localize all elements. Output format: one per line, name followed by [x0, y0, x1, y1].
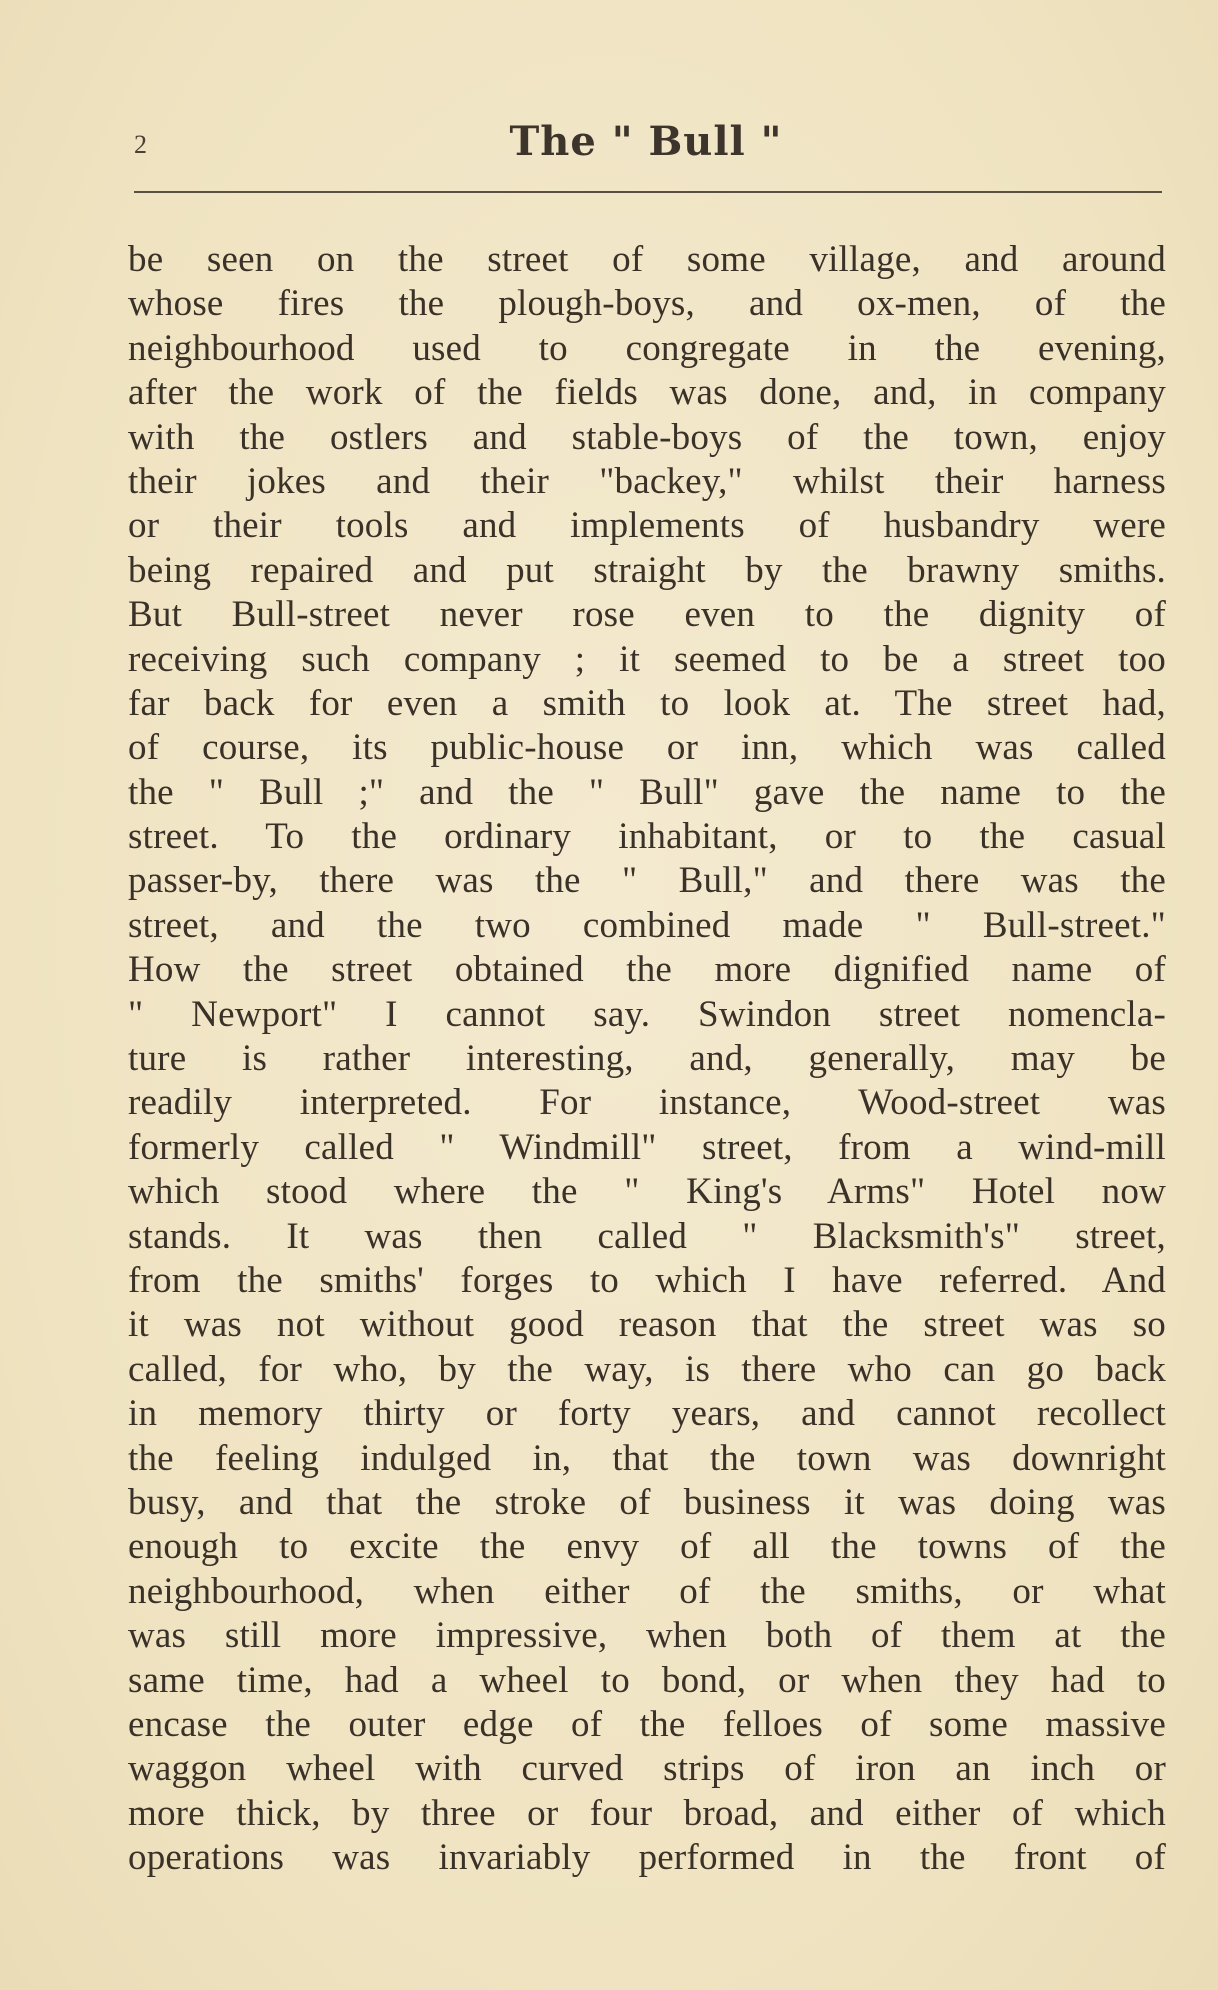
text-line: same time, had a wheel to bond, or when they had to	[128, 1659, 1166, 1701]
text-line: encase the outer edge of the felloes of some massive	[128, 1703, 1166, 1745]
text-line: of course, its public-house or inn, which was called	[128, 727, 1166, 769]
running-title: The " Bull "	[509, 118, 783, 165]
text-line: readily interpreted. For instance, Wood-street was	[128, 1082, 1166, 1124]
text-line: ture is rather interesting, and, generally, may be	[128, 1038, 1166, 1080]
text-line: neighbourhood used to congregate in the evening,	[128, 327, 1166, 369]
text-line: whose fires the plough-boys, and ox-men, of the	[128, 283, 1166, 325]
text-line: enough to excite the envy of all the towns of the	[128, 1526, 1166, 1568]
text-line: neighbourhood, when either of the smiths, or what	[128, 1570, 1166, 1612]
text-line: far back for even a smith to look at. The street had,	[128, 682, 1166, 724]
text-line: with the ostlers and stable-boys of the town, enjoy	[128, 416, 1166, 458]
text-line: the " Bull ;" and the " Bull" gave the name to the	[128, 771, 1166, 813]
text-line: street, and the two combined made " Bull-street."	[128, 904, 1166, 946]
page-header	[130, 118, 1162, 168]
text-line: formerly called " Windmill" street, from a wind-mill	[128, 1126, 1166, 1168]
text-line: their jokes and their "backey," whilst their harness	[128, 460, 1166, 502]
text-line: called, for who, by the way, is there who can go back	[128, 1348, 1166, 1390]
text-line: from the smiths' forges to which I have referred. And	[128, 1259, 1166, 1301]
text-line: be seen on the street of some village, and around	[128, 239, 1166, 280]
text-line: it was not without good reason that the street was so	[128, 1304, 1166, 1346]
body-text	[128, 238, 1166, 1880]
text-line: was still more impressive, when both of them at the	[128, 1615, 1166, 1657]
text-line: in memory thirty or forty years, and cannot recollect	[128, 1393, 1166, 1435]
text-line: receiving such company ; it seemed to be a street too	[128, 638, 1166, 680]
text-line: " Newport" I cannot say. Swindon street nomencla-	[128, 993, 1166, 1035]
text-line: waggon wheel with curved strips of iron an inch or	[128, 1748, 1166, 1790]
text-line: operations was invariably performed in the front of	[128, 1837, 1166, 1879]
text-line: But Bull-street never rose even to the dignity of	[128, 594, 1166, 636]
text-line: How the street obtained the more dignified name of	[128, 949, 1166, 991]
text-line: the feeling indulged in, that the town was downright	[128, 1437, 1166, 1479]
text-line: being repaired and put straight by the brawny smiths.	[128, 549, 1166, 591]
text-line: busy, and that the stroke of business it was doing was	[128, 1481, 1166, 1523]
text-line: passer-by, there was the " Bull," and there was the	[128, 860, 1166, 902]
text-line: which stood where the " King's Arms" Hotel now	[128, 1171, 1166, 1213]
text-line: stands. It was then called " Blacksmith's" street,	[128, 1215, 1166, 1257]
header-rule	[134, 191, 1162, 193]
text-line: after the work of the fields was done, and, in company	[128, 372, 1166, 414]
text-line: more thick, by three or four broad, and either of which	[128, 1792, 1166, 1834]
text-line: street. To the ordinary inhabitant, or to the casual	[128, 816, 1166, 858]
page-number: 2	[134, 130, 147, 159]
text-line: or their tools and implements of husbandry were	[128, 505, 1166, 547]
